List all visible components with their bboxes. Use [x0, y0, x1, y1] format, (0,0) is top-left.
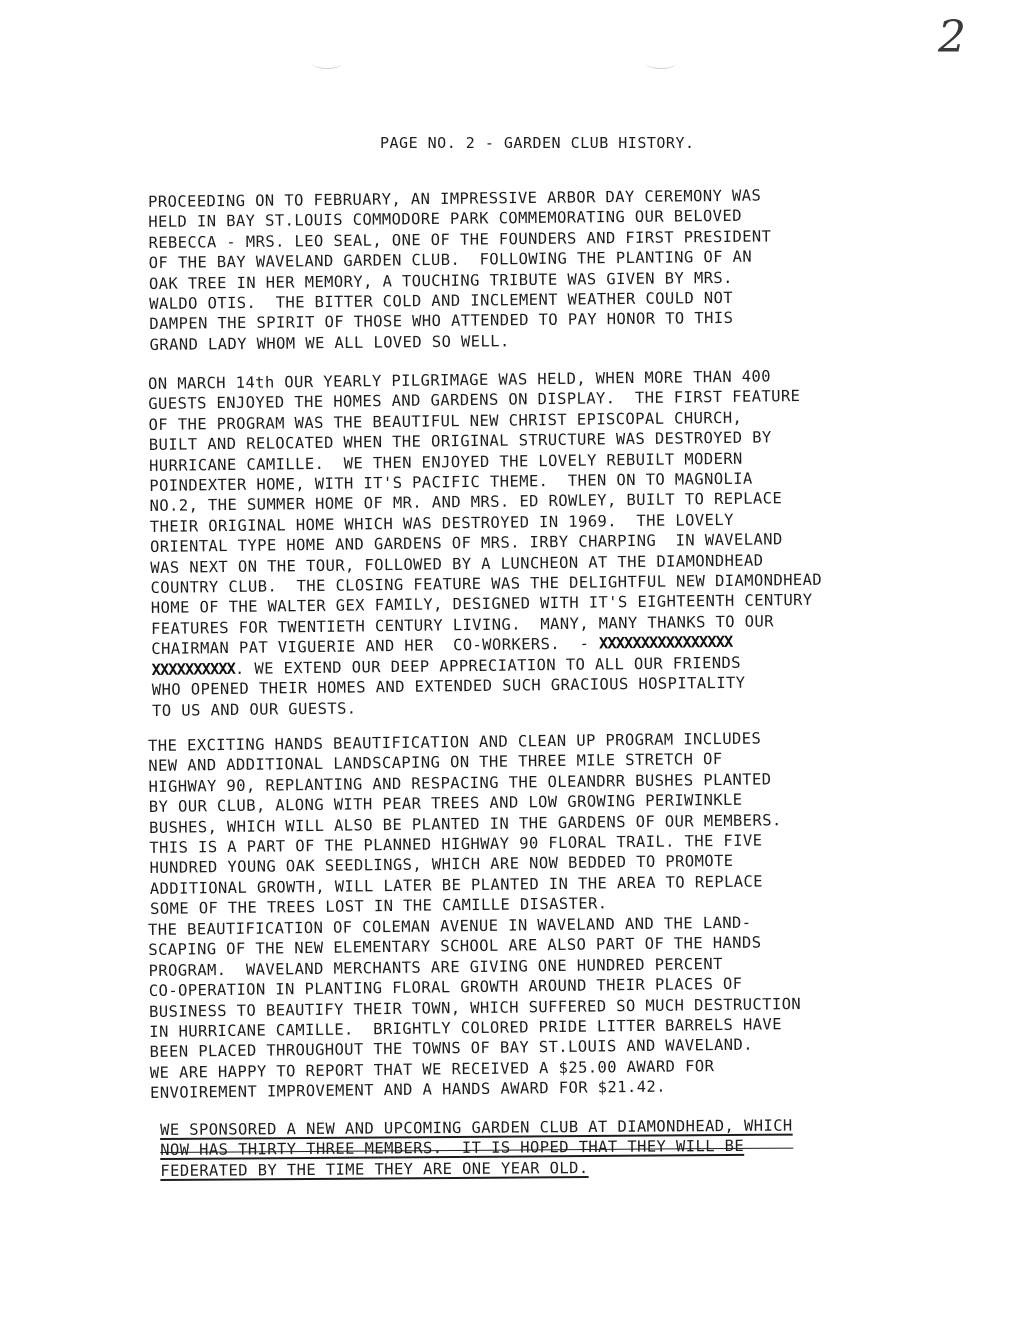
text-line: ORIENTAL TYPE HOME AND GARDENS OF MRS. IRBY CHARPING IN WAVELAND	[150, 530, 783, 557]
text-line: CO-OPERATION IN PLANTING FLORAL GROWTH AROUND THEIR PLACES OF	[148, 974, 743, 1001]
text-line: BUILT AND RELOCATED WHEN THE ORIGINAL STRUCTURE WAS DESTROYED BY	[148, 428, 772, 455]
text-line: OAK TREE IN HER MEMORY, A TOUCHING TRIBUTE WAS GIVEN BY MRS.	[148, 268, 733, 293]
text-line: DAMPEN THE SPIRIT OF THOSE WHO ATTENDED TO PAY HONOR TO THIS	[149, 309, 734, 334]
text-line: SCAPING OF THE NEW ELEMENTARY SCHOOL ARE ALSO PART OF THE HANDS	[148, 933, 762, 960]
text-line: BY OUR CLUB, ALONG WITH PEAR TREES AND LOW GROWING PERIWINKLE	[148, 790, 743, 817]
text-line: NEW AND ADDITIONAL LANDSCAPING ON THE THREE MILE STRETCH OF	[148, 750, 723, 776]
text-segment: CHAIRMAN PAT VIGUERIE AND HER CO-WORKERS. -	[151, 634, 600, 659]
page-heading: PAGE NO. 2 - GARDEN CLUB HISTORY.	[380, 134, 695, 152]
paragraph-pilgrimage	[148, 366, 824, 721]
text-line: THE BEAUTIFICATION OF COLEMAN AVENUE IN WAVELAND AND THE LAND-	[148, 913, 752, 939]
text-line: COUNTRY CLUB. THE CLOSING FEATURE WAS THE DELIGHTFUL NEW DIAMONDHEAD	[150, 570, 823, 598]
underlined-text-line: NOW HAS THIRTY THREE MEMBERS. IT IS HOPED THAT THEY WILL BE	[160, 1136, 793, 1161]
text-segment: . WE EXTEND OUR DEEP APPRECIATION TO ALL OUR FRIENDS	[234, 653, 742, 678]
text-line: IN HURRICANE CAMILLE. BRIGHTLY COLORED PRIDE LITTER BARRELS HAVE	[149, 1015, 783, 1042]
paragraph-hands-program	[148, 728, 783, 919]
text-line: GUESTS ENJOYED THE HOMES AND GARDENS ON DISPLAY. THE FIRST FEATURE	[148, 387, 801, 414]
text-line: WE ARE HAPPY TO REPORT THAT WE RECEIVED A $25.00 AWARD FOR	[149, 1056, 715, 1082]
text-line: BEEN PLACED THROUGHOUT THE TOWNS OF BAY ST.LOUIS AND WAVELAND.	[149, 1036, 754, 1062]
text-line: HELD IN BAY ST.LOUIS COMMODORE PARK COMMEMORATING OUR BELOVED	[148, 207, 743, 232]
punch-mark-left	[312, 58, 342, 69]
text-line: WALDO OTIS. THE BITTER COLD AND INCLEMENT WEATHER COULD NOT	[149, 288, 734, 314]
struck-out-text: XXXXXXXXXXXXXXXX	[598, 633, 733, 653]
paragraph-arbor-day	[148, 185, 773, 355]
text-line: ENVOIREMENT IMPROVEMENT AND A HANDS AWARD FOR $21.42.	[150, 1077, 666, 1103]
text-line: WAS NEXT ON THE TOUR, FOLLOWED BY A LUNCHEON AT THE DIAMONDHEAD	[150, 551, 764, 577]
paragraph-coleman-avenue	[148, 912, 802, 1104]
text-line: OF THE BAY WAVELAND GARDEN CLUB. FOLLOWING THE PLANTING OF AN	[148, 247, 753, 273]
text-line: REBECCA - MRS. LEO SEAL, ONE OF THE FOUNDERS AND FIRST PRESIDENT	[148, 227, 772, 252]
text-line: THEIR ORIGINAL HOME WHICH WAS DESTROYED IN 1969. THE LOVELY	[149, 510, 734, 536]
text-line: WHO OPENED THEIR HOMES AND EXTENDED SUCH GRACIOUS HOSPITALITY	[151, 673, 746, 700]
text-line: ON MARCH 14th OUR YEARLY PILGRIMAGE WAS HELD, WHEN MORE THAN 400	[148, 367, 772, 393]
text-line: HIGHWAY 90, REPLANTING AND RESPACING THE OLEANDRR BUSHES PLANTED	[148, 770, 772, 796]
text-line: POINDEXTER HOME, WITH IT'S PACIFIC THEME. THEN ON TO MAGNOLIA	[149, 469, 753, 496]
underlined-text-line: WE SPONSORED A NEW AND UPCOMING GARDEN CLUB AT DIAMONDHEAD, WHICH	[160, 1116, 793, 1139]
handwritten-page-number: 2	[938, 12, 966, 63]
text-line: ADDITIONAL GROWTH, WILL LATER BE PLANTED IN THE AREA TO REPLACE	[149, 872, 764, 898]
punch-mark-right	[646, 58, 676, 69]
text-line: BUSINESS TO BEAUTIFY THEIR TOWN, WHICH SUFFERED SO MUCH DESTRUCTION	[149, 994, 802, 1021]
text-line: OF THE PROGRAM WAS THE BEAUTIFUL NEW CHRIST EPISCOPAL CHURCH,	[148, 408, 743, 434]
text-line: BUSHES, WHICH WILL ALSO BE PLANTED IN THE GARDENS OF OUR MEMBERS.	[149, 810, 782, 837]
text-line: THE EXCITING HANDS BEAUTIFICATION AND CLEAN UP PROGRAM INCLUDES	[148, 729, 762, 755]
text-line: GRAND LADY WHOM WE ALL LOVED SO WELL.	[149, 332, 510, 354]
text-line: PROCEEDING ON TO FEBRUARY, AN IMPRESSIVE ARBOR DAY CEREMONY WAS	[148, 186, 762, 211]
text-line: PROGRAM. WAVELAND MERCHANTS ARE GIVING ONE HUNDRED PERCENT	[148, 954, 723, 980]
text-line: SOME OF THE TREES LOST IN THE CAMILLE DISASTER.	[150, 894, 608, 919]
text-line: NO.2, THE SUMMER HOME OF MR. AND MRS. ED ROWLEY, BUILT TO REPLACE	[149, 489, 783, 516]
underlined-text-line: FEDERATED BY THE TIME THEY ARE ONE YEAR OLD.	[160, 1158, 589, 1180]
text-line: HURRICANE CAMILLE. WE THEN ENJOYED THE LOVELY REBUILT MODERN	[149, 449, 743, 475]
text-line: THIS IS A PART OF THE PLANNED HIGHWAY 90 FLORAL TRAIL. THE FIVE	[149, 831, 763, 858]
text-line: FEATURES FOR TWENTIETH CENTURY LIVING. MANY, MANY THANKS TO OUR	[151, 612, 775, 638]
struck-out-text: XXXXXXXXXX	[151, 659, 236, 679]
text-line: TO US AND OUR GUESTS.	[152, 698, 357, 720]
text-line: HOME OF THE WALTER GEX FAMILY, DESIGNED WITH IT'S EIGHTEENTH CENTURY	[150, 591, 813, 618]
text-line: HUNDRED YOUNG OAK SEEDLINGS, WHICH ARE NOW BEDDED TO PROMOTE	[149, 852, 734, 878]
paragraph-diamondhead-club	[160, 1116, 793, 1182]
